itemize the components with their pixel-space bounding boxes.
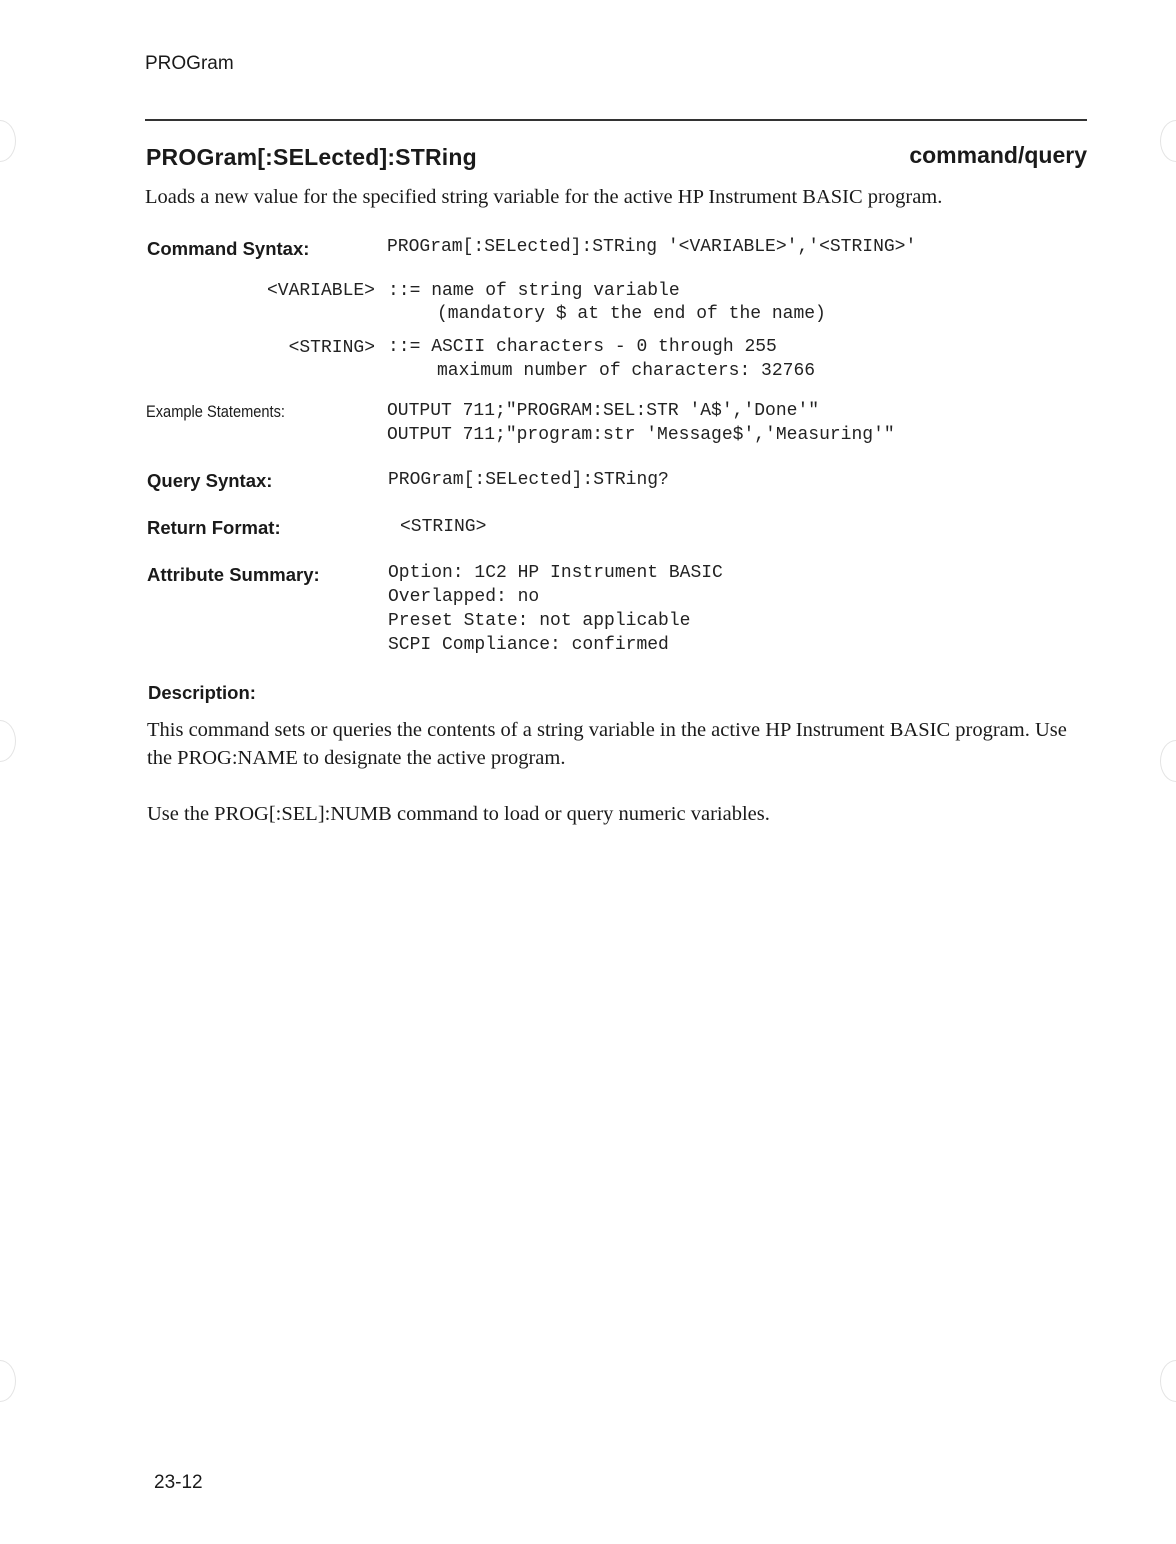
query-syntax-label: Query Syntax: bbox=[147, 470, 273, 491]
param-string-def: ::= ASCII characters - 0 through 255 bbox=[388, 337, 777, 357]
param-variable-name: <VARIABLE> bbox=[266, 281, 375, 301]
attribute-overlapped: Overlapped: no bbox=[388, 587, 540, 607]
command-type: command/query bbox=[909, 142, 1087, 168]
punch-hole-right-middle bbox=[1160, 740, 1176, 782]
return-format-label: Return Format: bbox=[147, 517, 281, 538]
punch-hole-right-top bbox=[1160, 120, 1176, 162]
running-head: PROGram bbox=[145, 53, 234, 74]
attribute-option: Option: 1C2 HP Instrument BASIC bbox=[388, 563, 723, 583]
command-summary: Loads a new value for the specified string variable for the active HP Instrument BASIC program. bbox=[145, 186, 943, 208]
description-paragraph-2: Use the PROG[:SEL]:NUMB command to load or query numeric variables. bbox=[147, 803, 770, 825]
description-paragraph-1: This command sets or queries the contents of a string variable in the active HP Instrument BASIC program. Use the PROG:NAME to designate the active program. bbox=[147, 719, 1067, 769]
param-variable-def: ::= name of string variable bbox=[388, 281, 680, 301]
example-line-2: OUTPUT 711;"program:str 'Message$','Measuring'" bbox=[387, 425, 895, 445]
page-number: 23-12 bbox=[154, 1472, 203, 1493]
command-syntax-label: Command Syntax: bbox=[147, 238, 310, 259]
attribute-scpi-compliance: SCPI Compliance: confirmed bbox=[388, 635, 669, 655]
description-label: Description: bbox=[148, 682, 256, 703]
param-string-note: maximum number of characters: 32766 bbox=[437, 361, 816, 381]
param-variable-note: (mandatory $ at the end of the name) bbox=[437, 304, 826, 324]
command-syntax-value: PROGram[:SELected]:STRing '<VARIABLE>','<STRING>' bbox=[387, 237, 917, 257]
punch-hole-left-bottom bbox=[0, 1360, 16, 1402]
example-line-1: OUTPUT 711;"PROGRAM:SEL:STR 'A$','Done'" bbox=[387, 401, 820, 421]
attribute-summary-label: Attribute Summary: bbox=[147, 564, 320, 585]
punch-hole-left-middle bbox=[0, 720, 16, 762]
return-format-value: <STRING> bbox=[400, 517, 487, 537]
attribute-preset-state: Preset State: not applicable bbox=[388, 611, 691, 631]
example-statements-label: Example Statements: bbox=[146, 402, 285, 421]
punch-hole-right-bottom bbox=[1160, 1360, 1176, 1402]
command-title: PROGram[:SELected]:STRing bbox=[146, 144, 477, 170]
header-rule bbox=[145, 119, 1087, 121]
param-string-name: <STRING> bbox=[288, 338, 375, 358]
query-syntax-value: PROGram[:SELected]:STRing? bbox=[388, 470, 669, 490]
punch-hole-left-top bbox=[0, 120, 16, 162]
